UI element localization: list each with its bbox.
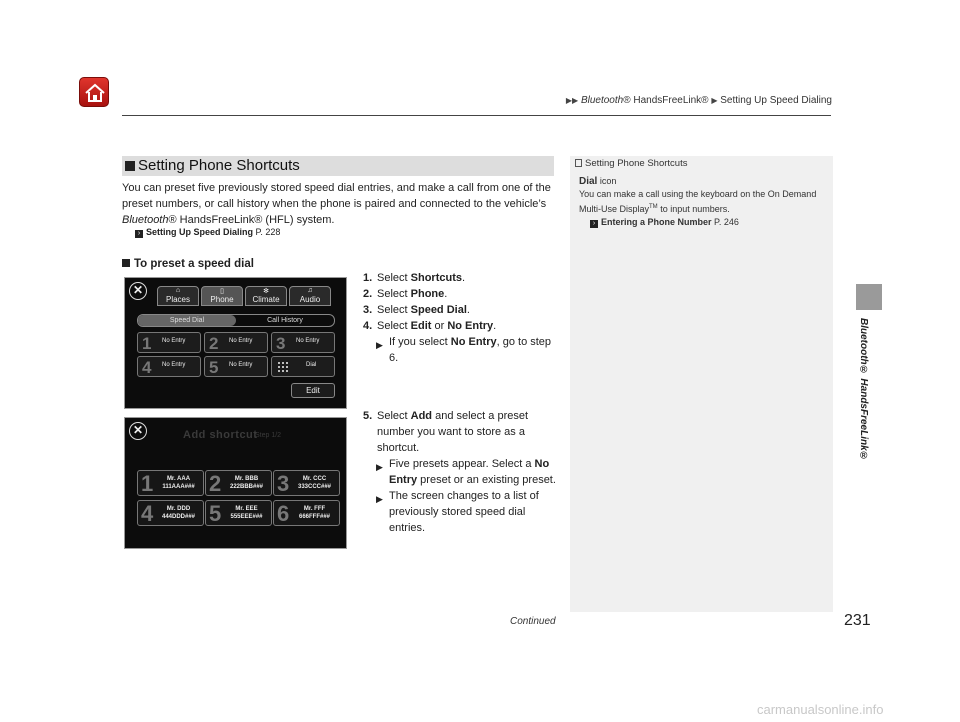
substep-text: If you select: [389, 336, 451, 348]
section-header: [122, 156, 554, 176]
preset-name: Mr. EEE: [235, 506, 258, 512]
trademark: TM: [649, 204, 658, 210]
preset-entry: [156, 505, 201, 521]
preset-entry: [224, 475, 269, 491]
preset-slot: [273, 500, 340, 526]
step-keyword: Edit: [410, 320, 432, 332]
step-text: or: [431, 320, 448, 332]
seg-speed-dial: Speed Dial: [138, 315, 236, 326]
section-title: Setting Phone Shortcuts: [138, 157, 300, 174]
slot-number: 5: [209, 358, 219, 377]
dial-label: Dial: [306, 362, 317, 368]
preset-slot: [137, 470, 204, 496]
breadcrumb-arrow-icon: ▶: [711, 96, 718, 105]
note-heading: [575, 158, 687, 169]
header-divider: [122, 115, 831, 116]
preset-phone: 444DDD###: [161, 514, 196, 520]
preset-number: 1: [141, 471, 154, 496]
chapter-label: Bluetooth® HandsFreeLink®: [858, 318, 869, 462]
substep-text: Five presets appear. Select a: [389, 458, 535, 470]
slot-number: 2: [209, 334, 219, 353]
step-text: .: [461, 272, 466, 284]
edit-button: Edit: [291, 383, 335, 398]
step-text: .: [444, 288, 448, 300]
substep-text: preset or an existing preset.: [417, 474, 556, 486]
preset-name: Mr. AAA: [166, 476, 191, 482]
note-body: [579, 175, 827, 229]
preset-name: Mr. FFF: [303, 506, 326, 512]
step-keyword: Speed Dial: [410, 304, 467, 316]
phone-icon: ▯: [220, 288, 224, 295]
preset-phone: 666FFF###: [298, 514, 331, 520]
preset-entry: [156, 475, 201, 491]
tab-audio: [289, 286, 331, 306]
speed-dial-slot: [137, 332, 201, 353]
tab-label: Audio: [299, 295, 321, 304]
speed-dial-segment: [137, 314, 335, 327]
note-dial-line: [579, 175, 827, 188]
step-text: .: [466, 304, 470, 316]
intro-paragraph: [122, 180, 556, 228]
section-bullet-icon: [125, 161, 135, 171]
preset-entry: [292, 505, 337, 521]
slot-number: 1: [142, 334, 152, 353]
step-number: 1.: [363, 272, 373, 284]
preset-number: 6: [277, 501, 290, 526]
preset-slot: [137, 500, 204, 526]
speed-dial-slot: [204, 356, 268, 377]
substep-arrow-icon: ▶: [376, 462, 383, 472]
tab-phone: [201, 286, 243, 306]
add-shortcut-screen-image: [124, 417, 347, 549]
preset-phone: 333CCC###: [297, 484, 332, 490]
preset-number: 2: [209, 471, 222, 496]
xref-page: P. 228: [253, 227, 281, 237]
preset-name: Mr. CCC: [302, 476, 327, 482]
substep-arrow-icon: ▶: [376, 494, 383, 504]
music-icon: ♫: [307, 287, 313, 294]
substep-arrow-icon: ▶: [376, 340, 383, 350]
step-4-substep: [363, 334, 558, 366]
preset-number: 4: [141, 501, 154, 526]
seg-call-history: Call History: [267, 317, 303, 324]
keypad-icon: [277, 361, 289, 373]
step-text: Select: [377, 288, 411, 300]
tab-label: Phone: [210, 295, 234, 304]
xref-page: P. 246: [711, 217, 739, 227]
step-number: 4.: [363, 320, 373, 332]
preset-entry: [292, 475, 337, 491]
close-icon: ✕: [129, 282, 147, 300]
slot-label: No Entry: [229, 362, 253, 368]
preset-entry: [224, 505, 269, 521]
note-panel: [570, 156, 833, 612]
screen-title: Add shortcut: [183, 429, 258, 441]
intro-text-end: ® HandsFreeLink® (HFL) system.: [168, 214, 335, 226]
reference-arrow-icon: ›: [135, 230, 143, 238]
preset-number: 3: [277, 471, 290, 496]
breadcrumb: [566, 95, 832, 106]
watermark: carmanualsonline.info: [757, 702, 884, 717]
note-marker-icon: [575, 159, 582, 167]
preset-slot: [205, 500, 272, 526]
substep-text: The screen changes to a list of previously stored speed dial entries.: [389, 490, 539, 534]
preset-phone: 222BBB###: [229, 484, 264, 490]
substep-text: , go to step 6.: [389, 336, 552, 364]
step-text: Select: [377, 304, 411, 316]
note-text: You can make a call using the keyboard on the On Demand Multi-Use Display: [579, 189, 817, 214]
step-keyword: Shortcuts: [410, 272, 462, 284]
breadcrumb-hfl[interactable]: ® HandsFreeLink®: [623, 95, 709, 106]
speed-dial-slot: [137, 356, 201, 377]
step-text: Select: [377, 410, 411, 422]
step-spacer: [363, 366, 558, 408]
reference-arrow-icon: ›: [590, 220, 598, 228]
preset-name: Mr. BBB: [234, 476, 259, 482]
subheading-text: To preset a speed dial: [134, 258, 254, 270]
breadcrumb-bluetooth[interactable]: Bluetooth: [580, 95, 624, 106]
breadcrumb-current: Setting Up Speed Dialing: [720, 95, 832, 106]
phone-screen-image: [124, 277, 347, 409]
step-keyword: No Entry: [389, 458, 550, 486]
cross-reference[interactable]: [135, 227, 280, 238]
step-3: [363, 302, 558, 318]
places-icon: ⌂: [175, 287, 181, 294]
preset-phone: 111AAA###: [162, 484, 195, 490]
home-button[interactable]: [79, 77, 109, 107]
note-text: to input numbers.: [657, 204, 730, 214]
step-text: and select a preset number you want to store as a shortcut.: [377, 410, 529, 454]
slot-label: No Entry: [229, 338, 253, 344]
step-5-substep: [363, 488, 558, 536]
subheading: [122, 258, 254, 270]
step-1: [363, 270, 558, 286]
note-text: icon: [597, 176, 617, 186]
chapter-tab[interactable]: [856, 284, 882, 310]
tab-label: Climate: [252, 295, 280, 304]
preset-phone: 555EEE###: [230, 514, 263, 520]
tab-places: [157, 286, 199, 306]
step-keyword: Phone: [410, 288, 445, 300]
note-title: Setting Phone Shortcuts: [585, 158, 688, 169]
procedure-steps: [363, 270, 558, 536]
page-number: 231: [844, 612, 871, 629]
step-5-substep: [363, 456, 558, 488]
screen-step: Step 1/2: [255, 432, 282, 439]
tab-label: Places: [165, 295, 190, 304]
note-keyword: Dial: [579, 176, 598, 187]
step-keyword: No Entry: [447, 320, 494, 332]
step-number: 5.: [363, 410, 373, 422]
slot-number: 3: [276, 334, 286, 353]
intro-italic: Bluetooth: [122, 214, 169, 226]
fan-icon: ✻: [263, 288, 269, 295]
xref-label[interactable]: Entering a Phone Number: [601, 217, 712, 227]
step-text: Select: [377, 272, 411, 284]
note-cross-reference[interactable]: [579, 216, 827, 229]
dial-button: [271, 356, 335, 377]
speed-dial-slot: [271, 332, 335, 353]
speed-dial-slot: [204, 332, 268, 353]
step-2: [363, 286, 558, 302]
note-paragraph: [579, 188, 827, 216]
breadcrumb-arrow-icon: ▶▶: [565, 96, 579, 105]
step-text: .: [493, 320, 497, 332]
preset-number: 5: [209, 501, 222, 526]
xref-label[interactable]: Setting Up Speed Dialing: [146, 227, 254, 237]
close-icon: ✕: [129, 422, 147, 440]
slot-number: 4: [142, 358, 152, 377]
subheading-bullet-icon: [122, 259, 130, 267]
step-5: [363, 408, 558, 456]
preset-name: Mr. DDD: [166, 506, 191, 512]
step-number: 3.: [363, 304, 373, 316]
step-keyword: Add: [410, 410, 433, 422]
tab-climate: [245, 286, 287, 306]
preset-slot: [273, 470, 340, 496]
step-keyword: No Entry: [450, 336, 497, 348]
continued-label: Continued: [510, 616, 556, 627]
preset-slot: [205, 470, 272, 496]
home-icon: [84, 82, 106, 104]
slot-label: No Entry: [162, 338, 186, 344]
slot-label: No Entry: [162, 362, 186, 368]
slot-label: No Entry: [296, 338, 320, 344]
step-text: Select: [377, 320, 411, 332]
intro-text: You can preset five previously stored speed dial entries, and make a call from one of the preset numbers, or call history when the phone is paired and connected to the vehicle’s: [122, 182, 551, 210]
step-number: 2.: [363, 288, 373, 300]
step-4: [363, 318, 558, 334]
